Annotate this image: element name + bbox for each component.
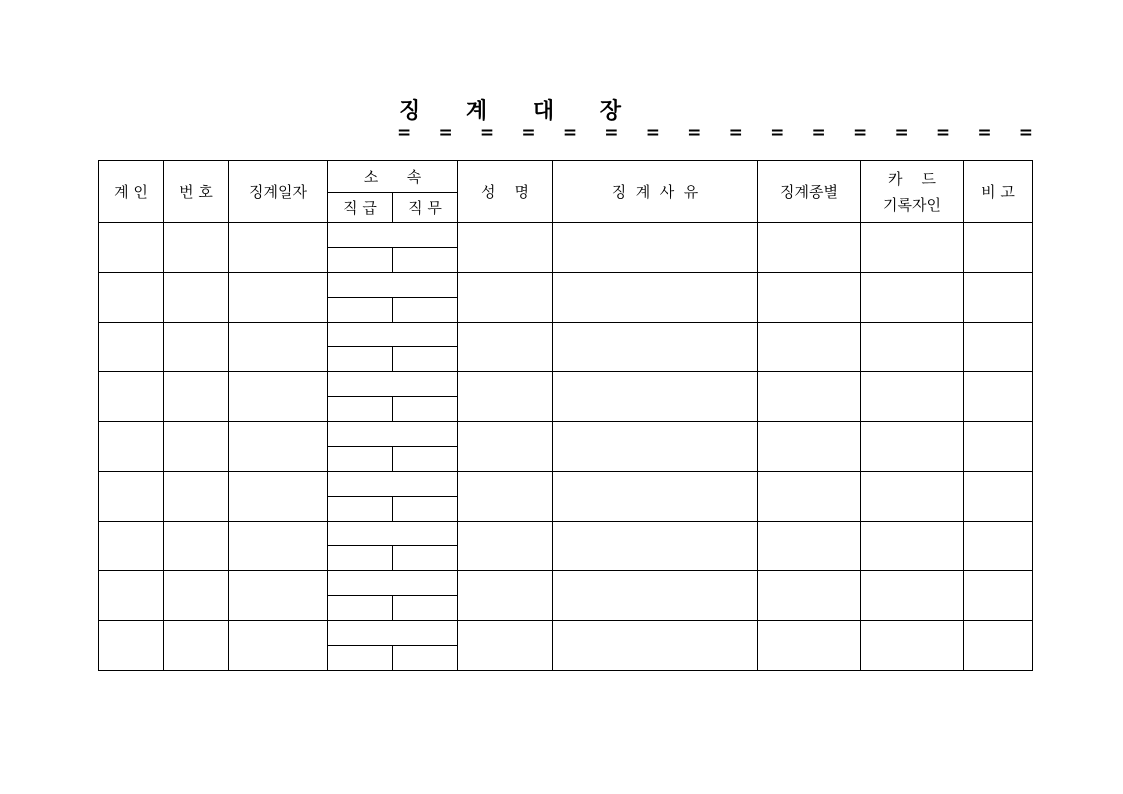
table-row (99, 521, 1033, 546)
affiliation-cell[interactable] (328, 521, 458, 546)
number-cell[interactable] (164, 223, 229, 273)
underline-mark: = (562, 123, 578, 143)
name-cell[interactable] (458, 521, 553, 571)
underline-mark: = (397, 123, 412, 143)
card-record-cell[interactable] (861, 322, 964, 372)
approval-cell[interactable] (99, 571, 164, 621)
header-reason: 징 계 사 유 (553, 161, 758, 223)
grade-cell[interactable] (328, 546, 393, 571)
card-record-cell[interactable] (861, 621, 964, 671)
underline-mark: = (977, 123, 992, 143)
reason-cell[interactable] (553, 223, 758, 273)
type-cell[interactable] (758, 322, 861, 372)
table-row (99, 621, 1033, 646)
date-cell[interactable] (229, 422, 328, 472)
name-cell[interactable] (458, 571, 553, 621)
date-cell[interactable] (229, 521, 328, 571)
grade-cell[interactable] (328, 397, 393, 422)
type-cell[interactable] (758, 272, 861, 322)
underline-mark: = (1018, 123, 1034, 143)
duty-cell[interactable] (393, 596, 458, 621)
affiliation-cell[interactable] (328, 223, 458, 248)
affiliation-cell[interactable] (328, 621, 458, 646)
remarks-cell[interactable] (964, 471, 1033, 521)
reason-cell[interactable] (553, 372, 758, 422)
grade-cell[interactable] (328, 596, 393, 621)
date-cell[interactable] (229, 471, 328, 521)
ledger-body (99, 223, 1033, 671)
number-cell[interactable] (164, 471, 229, 521)
affiliation-cell[interactable] (328, 372, 458, 397)
header-type: 징계종별 (758, 161, 861, 223)
name-cell[interactable] (458, 322, 553, 372)
card-record-cell[interactable] (861, 272, 964, 322)
underline-mark: = (770, 123, 785, 143)
disciplinary-ledger-table (98, 160, 1033, 671)
date-cell[interactable] (229, 571, 328, 621)
remarks-cell[interactable] (964, 372, 1033, 422)
table-row (99, 272, 1033, 297)
date-cell[interactable] (229, 322, 328, 372)
underline-mark: = (894, 123, 909, 143)
reason-cell[interactable] (553, 471, 758, 521)
number-cell[interactable] (164, 521, 229, 571)
underline-mark: = (852, 123, 868, 143)
date-cell[interactable] (229, 223, 328, 273)
date-cell[interactable] (229, 372, 328, 422)
affiliation-cell[interactable] (328, 471, 458, 496)
type-cell[interactable] (758, 471, 861, 521)
duty-cell[interactable] (393, 297, 458, 322)
card-record-cell[interactable] (861, 422, 964, 472)
duty-cell[interactable] (393, 347, 458, 372)
card-record-cell[interactable] (861, 372, 964, 422)
underline-mark: = (479, 123, 495, 143)
card-record-cell[interactable] (861, 223, 964, 273)
grade-cell[interactable] (328, 446, 393, 471)
underline-mark: = (687, 123, 702, 143)
name-cell[interactable] (458, 621, 553, 671)
remarks-cell[interactable] (964, 272, 1033, 322)
header-name: 성 명 (458, 161, 553, 223)
name-cell[interactable] (458, 471, 553, 521)
remarks-cell[interactable] (964, 571, 1033, 621)
name-cell[interactable] (458, 223, 553, 273)
underline-mark: = (438, 123, 453, 143)
type-cell[interactable] (758, 223, 861, 273)
date-cell[interactable] (229, 621, 328, 671)
duty-cell[interactable] (393, 645, 458, 670)
title-char: 징 (399, 98, 421, 124)
header-number: 번 호 (164, 161, 229, 223)
document-title (399, 92, 621, 126)
number-cell[interactable] (164, 571, 229, 621)
number-cell[interactable] (164, 621, 229, 671)
approval-cell[interactable] (99, 422, 164, 472)
reason-cell[interactable] (553, 571, 758, 621)
number-cell[interactable] (164, 372, 229, 422)
remarks-cell[interactable] (964, 322, 1033, 372)
affiliation-cell[interactable] (328, 322, 458, 347)
header-affiliation: 소 속 (328, 161, 458, 193)
approval-cell[interactable] (99, 223, 164, 273)
duty-cell[interactable] (393, 247, 458, 272)
affiliation-cell[interactable] (328, 422, 458, 447)
reason-cell[interactable] (553, 272, 758, 322)
title-char: 대 (532, 98, 555, 124)
grade-cell[interactable] (328, 297, 393, 322)
type-cell[interactable] (758, 372, 861, 422)
approval-cell[interactable] (99, 471, 164, 521)
card-record-cell[interactable] (861, 571, 964, 621)
duty-cell[interactable] (393, 397, 458, 422)
title-char: 장 (599, 98, 621, 124)
table-row (99, 223, 1033, 248)
table-row (99, 471, 1033, 496)
underline-mark: = (811, 123, 826, 143)
remarks-cell[interactable] (964, 422, 1033, 472)
table-row (99, 422, 1033, 447)
name-cell[interactable] (458, 422, 553, 472)
approval-cell[interactable] (99, 372, 164, 422)
approval-cell[interactable] (99, 621, 164, 671)
approval-cell[interactable] (99, 272, 164, 322)
header-card-line1: 카 드 (887, 169, 937, 188)
header-remarks: 비 고 (964, 161, 1033, 223)
header-date: 징계일자 (229, 161, 328, 223)
table-row (99, 322, 1033, 347)
card-record-cell[interactable] (861, 471, 964, 521)
type-cell[interactable] (758, 621, 861, 671)
table-row (99, 372, 1033, 397)
number-cell[interactable] (164, 322, 229, 372)
number-cell[interactable] (164, 422, 229, 472)
underline-mark: = (935, 123, 951, 143)
underline-mark: = (645, 123, 660, 143)
underline-mark: = (521, 123, 536, 143)
title-char: 계 (465, 98, 488, 124)
type-cell[interactable] (758, 521, 861, 571)
underline-mark: = (728, 123, 743, 143)
underline-mark: = (604, 123, 619, 143)
header-card-record (861, 161, 964, 223)
grade-cell[interactable] (328, 496, 393, 521)
grade-cell[interactable] (328, 645, 393, 670)
name-cell[interactable] (458, 372, 553, 422)
reason-cell[interactable] (553, 521, 758, 571)
approval-cell[interactable] (99, 322, 164, 372)
header-duty: 직 무 (393, 193, 458, 223)
duty-cell[interactable] (393, 446, 458, 471)
card-record-cell[interactable] (861, 521, 964, 571)
title-underline (397, 123, 1034, 143)
reason-cell[interactable] (553, 322, 758, 372)
duty-cell[interactable] (393, 546, 458, 571)
grade-cell[interactable] (328, 347, 393, 372)
affiliation-cell[interactable] (328, 272, 458, 297)
header-card-line2: 기록자인 (883, 195, 941, 214)
affiliation-cell[interactable] (328, 571, 458, 596)
approval-cell[interactable] (99, 521, 164, 571)
date-cell[interactable] (229, 272, 328, 322)
header-grade: 직 급 (328, 193, 393, 223)
header-approval: 계 인 (99, 161, 164, 223)
duty-cell[interactable] (393, 496, 458, 521)
type-cell[interactable] (758, 422, 861, 472)
remarks-cell[interactable] (964, 223, 1033, 273)
reason-cell[interactable] (553, 621, 758, 671)
remarks-cell[interactable] (964, 621, 1033, 671)
name-cell[interactable] (458, 272, 553, 322)
table-row (99, 571, 1033, 596)
reason-cell[interactable] (553, 422, 758, 472)
type-cell[interactable] (758, 571, 861, 621)
remarks-cell[interactable] (964, 521, 1033, 571)
number-cell[interactable] (164, 272, 229, 322)
grade-cell[interactable] (328, 247, 393, 272)
